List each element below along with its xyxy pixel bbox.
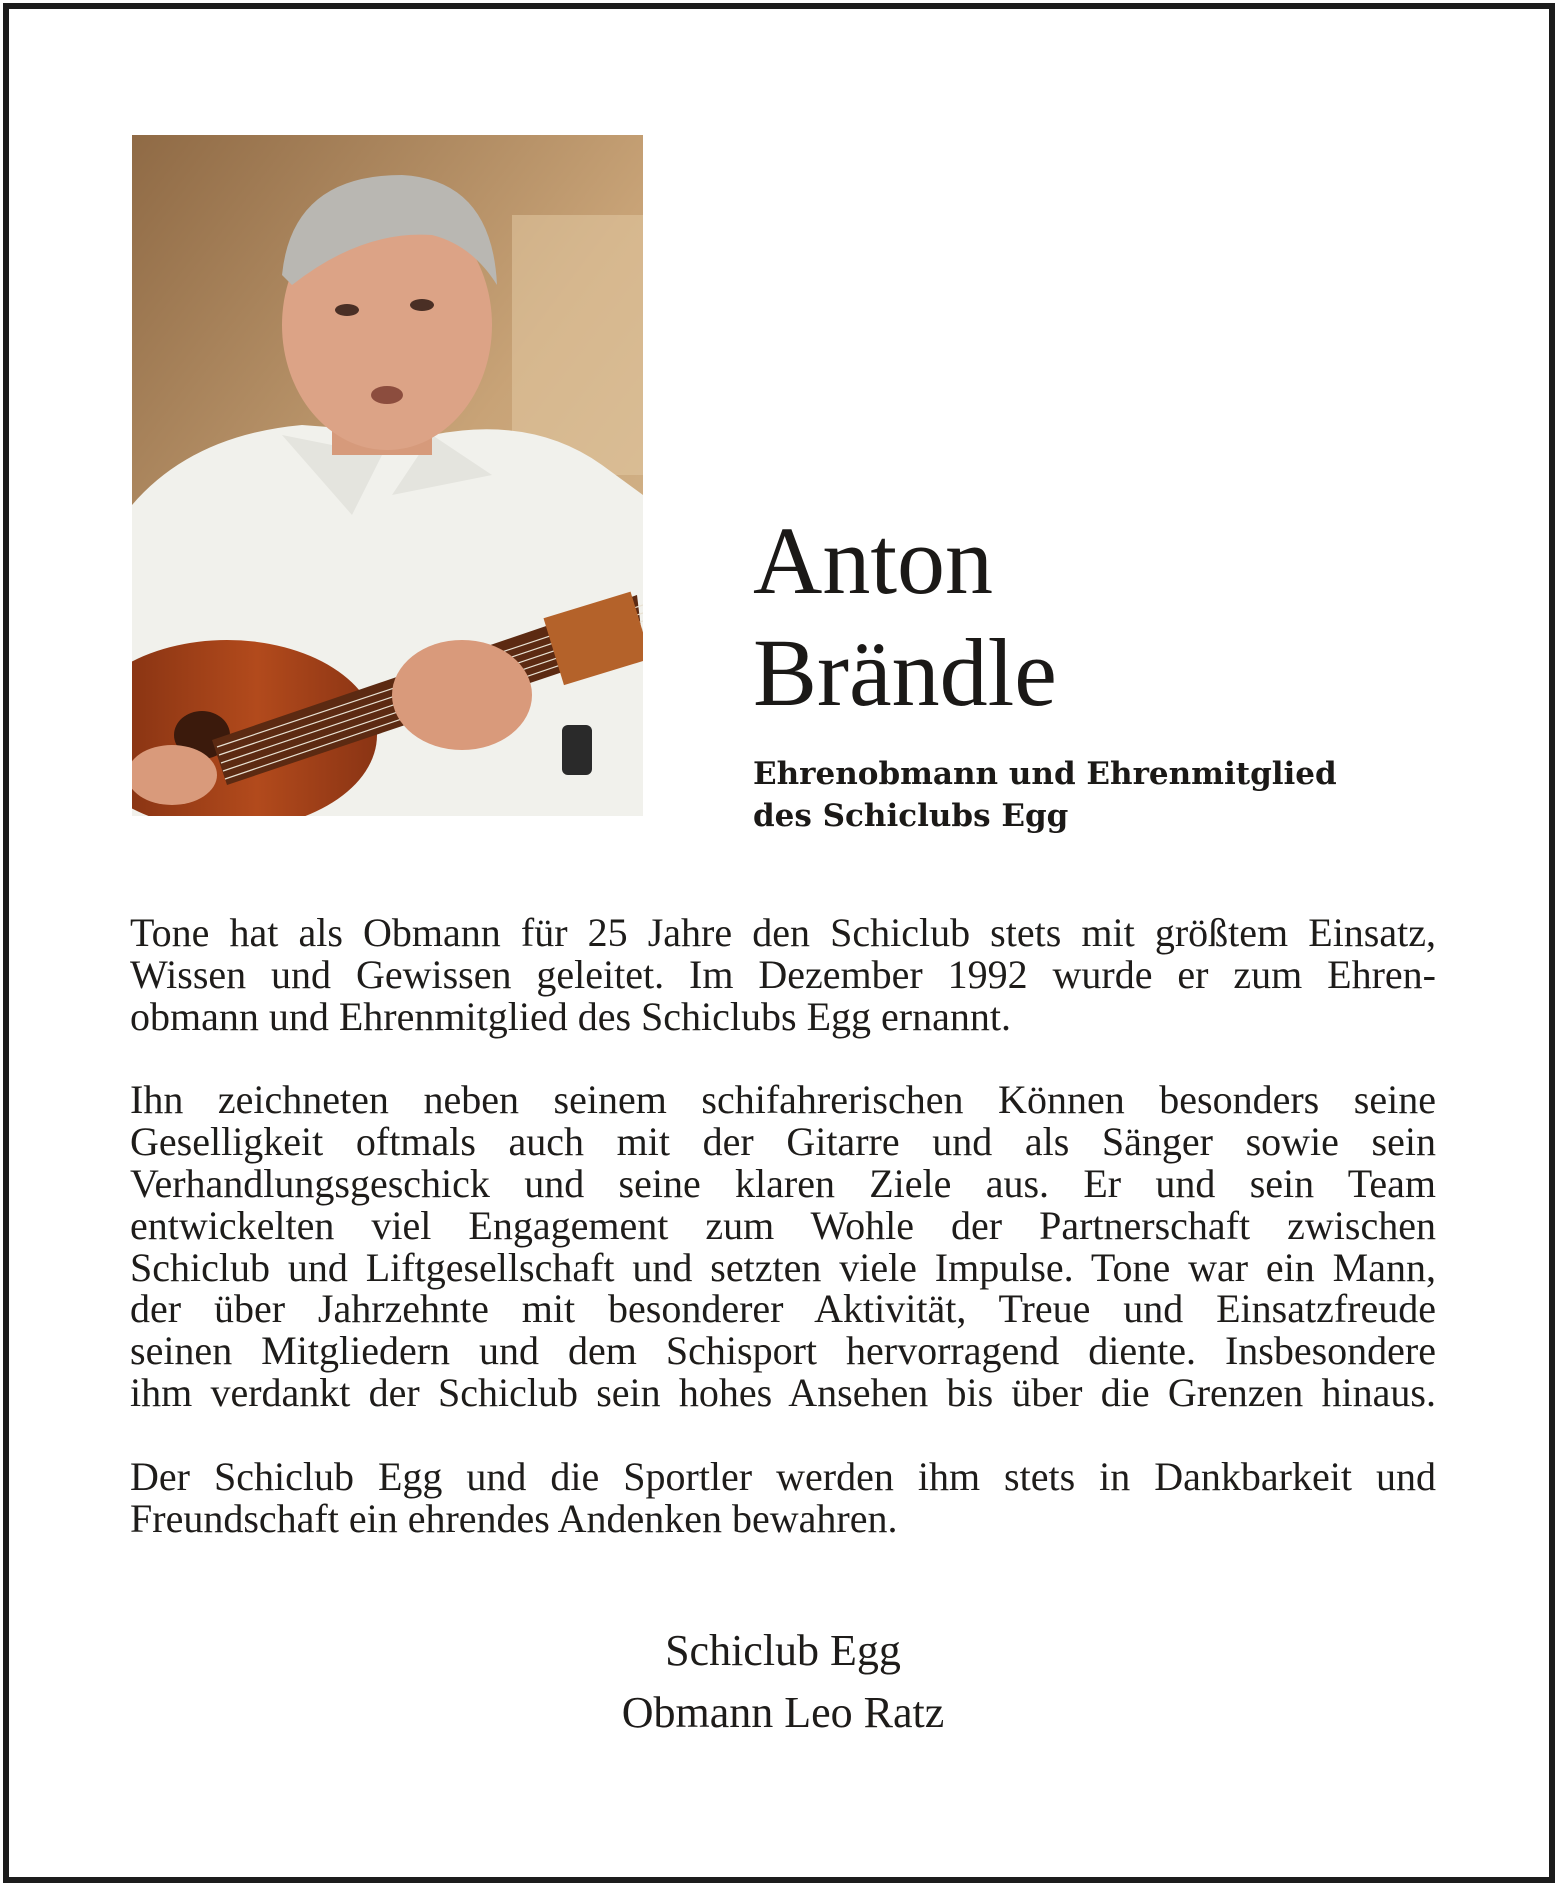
signature-person: Obmann Leo Ratz [621, 1688, 945, 1737]
text-line: entwickelten viel Engagement zum Wohle der Partnerschaft zwischen [130, 1202, 1436, 1248]
subtitle [753, 753, 1513, 837]
text-line: obmann und Ehrenmitglied des Schiclubs Egg ernannt. [130, 993, 1011, 1039]
signature-block [130, 1620, 1436, 1744]
portrait-photo [132, 135, 643, 816]
text-line: Geselligkeit oftmals auch mit der Gitarre und als Sänger sowie sein [130, 1119, 1436, 1165]
heading-block [753, 505, 1513, 837]
text-line: Schiclub und Liftgesellschaft und setzten viele Impulse. Tone war ein Mann, [130, 1244, 1436, 1290]
text-line: Tone hat als Obmann für 25 Jahre den Schiclub stets mit größtem Einsatz, [130, 910, 1436, 955]
guitar-player-illustration [132, 135, 643, 816]
last-name: Brändle [753, 619, 1057, 726]
text-line: Freundschaft ein ehrendes Andenken bewahren. [130, 1495, 898, 1541]
text-line: ihm verdankt der Schiclub sein hohes Ansehen bis über die Grenzen hinaus. [130, 1369, 1436, 1415]
subtitle-line: Ehrenobmann und Ehrenmitglied [753, 756, 1337, 792]
text-line: seinen Mitgliedern und dem Schisport hervorragend diente. Insbesondere [130, 1328, 1436, 1374]
text-line: Ihn zeichneten neben seinem schifahrerischen Können besonders seine [130, 1077, 1436, 1123]
text-line: Der Schiclub Egg und die Sportler werden ihm stets in Dankbarkeit und [130, 1453, 1436, 1499]
first-name: Anton [753, 507, 993, 614]
text-line: Verhandlungsgeschick und seine klaren Ziele aus. Er und sein Team [130, 1160, 1436, 1206]
paragraph-1 [130, 912, 1436, 1037]
paragraph-3 [130, 1453, 1436, 1541]
signature-club: Schiclub Egg [665, 1626, 901, 1675]
body-text [130, 912, 1436, 1581]
text-line: der über Jahrzehnte mit besonderer Aktivität, Treue und Einsatzfreude [130, 1286, 1436, 1332]
subtitle-line: des Schiclubs Egg [753, 798, 1069, 834]
text-line: Wissen und Gewissen geleitet. Im Dezember 1992 wurde er zum Ehren- [130, 951, 1436, 997]
paragraph-2 [130, 1079, 1436, 1413]
